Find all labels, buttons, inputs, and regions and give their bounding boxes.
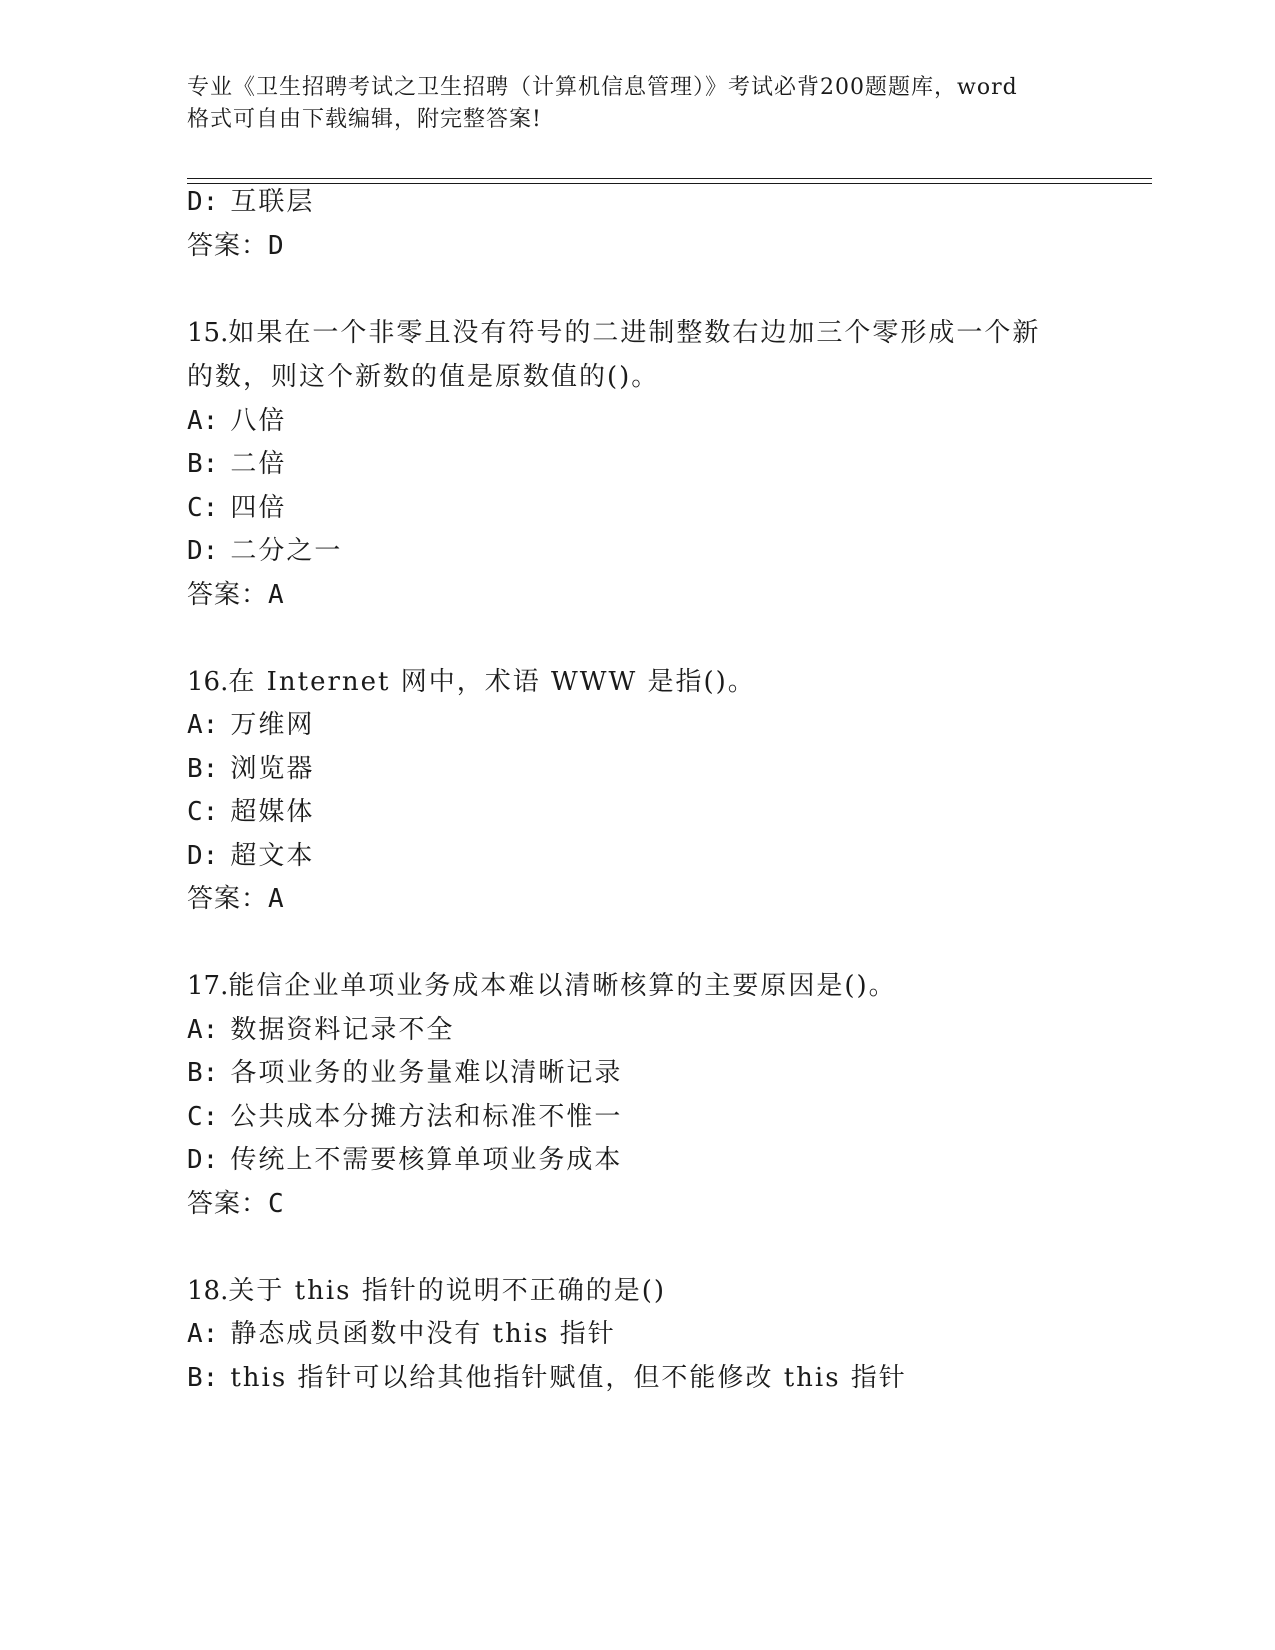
question-15-answer [187, 580, 285, 610]
option-label: D: [187, 536, 219, 566]
question-15-stem-cont [187, 362, 659, 392]
answer-label: 答案： [187, 580, 269, 610]
option-text: 互联层 [230, 187, 315, 217]
answer-value: C [268, 1189, 285, 1219]
question-stem-line-1: 如果在一个非零且没有符号的二进制整数右边加三个零形成一个新 [228, 318, 1041, 348]
option-label: A: [187, 1015, 219, 1045]
question-16-option-c [187, 797, 314, 827]
option-text: 二分之一 [230, 536, 343, 566]
option-label: D: [187, 841, 219, 871]
option-text: 八倍 [230, 406, 287, 436]
header-divider-top [187, 178, 1152, 179]
answer-label: 答案： [187, 884, 269, 914]
question-17-option-a [187, 1015, 454, 1045]
question-15-option-c [187, 493, 286, 523]
option-text: 各项业务的业务量难以清晰记录 [230, 1058, 623, 1088]
option-label: C: [187, 493, 219, 523]
option-label: B: [187, 1363, 219, 1393]
question-17-answer [187, 1189, 285, 1219]
answer-value: A [268, 580, 285, 610]
header-line-2: 格式可自由下载编辑，附完整答案! [187, 107, 542, 132]
option-label: A: [187, 710, 219, 740]
option-text: 静态成员函数中没有 this 指针 [230, 1319, 616, 1349]
option-label: C: [187, 1102, 219, 1132]
question-17-option-d [187, 1145, 622, 1175]
prev-answer [187, 231, 285, 261]
question-stem-line-1: 关于 this 指针的说明不正确的是() [228, 1276, 667, 1306]
option-text: this 指针可以给其他指针赋值，但不能修改 this 指针 [230, 1363, 907, 1393]
question-15-stem [187, 318, 1040, 348]
option-label: C: [187, 797, 219, 827]
question-stem-line-1: 能信企业单项业务成本难以清晰核算的主要原因是()。 [228, 971, 897, 1001]
option-label: B: [187, 754, 219, 784]
question-16-option-d [187, 841, 314, 871]
answer-label: 答案： [187, 231, 269, 261]
option-text: 传统上不需要核算单项业务成本 [230, 1145, 623, 1175]
question-number: 16. [187, 667, 229, 697]
question-number: 17. [187, 971, 229, 1001]
option-label: B: [187, 449, 219, 479]
option-label: B: [187, 1058, 219, 1088]
question-15-option-a [187, 406, 286, 436]
option-label: D: [187, 1145, 219, 1175]
question-17-option-b [187, 1058, 622, 1088]
option-text: 数据资料记录不全 [230, 1015, 455, 1045]
option-label: A: [187, 1319, 219, 1349]
header-divider-bottom [187, 183, 1152, 184]
question-18-option-a [187, 1319, 616, 1349]
option-text: 超媒体 [230, 797, 315, 827]
question-number: 18. [187, 1276, 229, 1306]
answer-value: D [268, 231, 285, 261]
document-header [187, 72, 1087, 136]
option-text: 四倍 [230, 493, 287, 523]
question-16-option-b [187, 754, 314, 784]
option-label: D: [187, 187, 219, 217]
question-16-answer [187, 884, 285, 914]
question-16-stem [187, 667, 756, 697]
question-16-option-a [187, 710, 314, 740]
option-text: 二倍 [230, 449, 287, 479]
question-15-option-d [187, 536, 342, 566]
answer-value: A [268, 884, 285, 914]
question-17-option-c [187, 1102, 622, 1132]
option-text: 万维网 [230, 710, 315, 740]
question-18-stem [187, 1276, 666, 1306]
option-label: A: [187, 406, 219, 436]
question-stem-line-2: 的数，则这个新数的值是原数值的()。 [187, 362, 660, 392]
question-17-stem [187, 971, 897, 1001]
question-stem-line-1: 在 Internet 网中，术语 WWW 是指()。 [228, 667, 756, 697]
question-15-option-b [187, 449, 286, 479]
header-line-1: 专业《卫生招聘考试之卫生招聘（计算机信息管理）》考试必背200题题库，word [187, 75, 1018, 100]
option-text: 公共成本分摊方法和标准不惟一 [230, 1102, 623, 1132]
question-18-option-b [187, 1363, 907, 1393]
option-text: 浏览器 [230, 754, 315, 784]
question-number: 15. [187, 318, 229, 348]
answer-label: 答案： [187, 1189, 269, 1219]
prev-option-d [187, 187, 314, 217]
option-text: 超文本 [230, 841, 315, 871]
